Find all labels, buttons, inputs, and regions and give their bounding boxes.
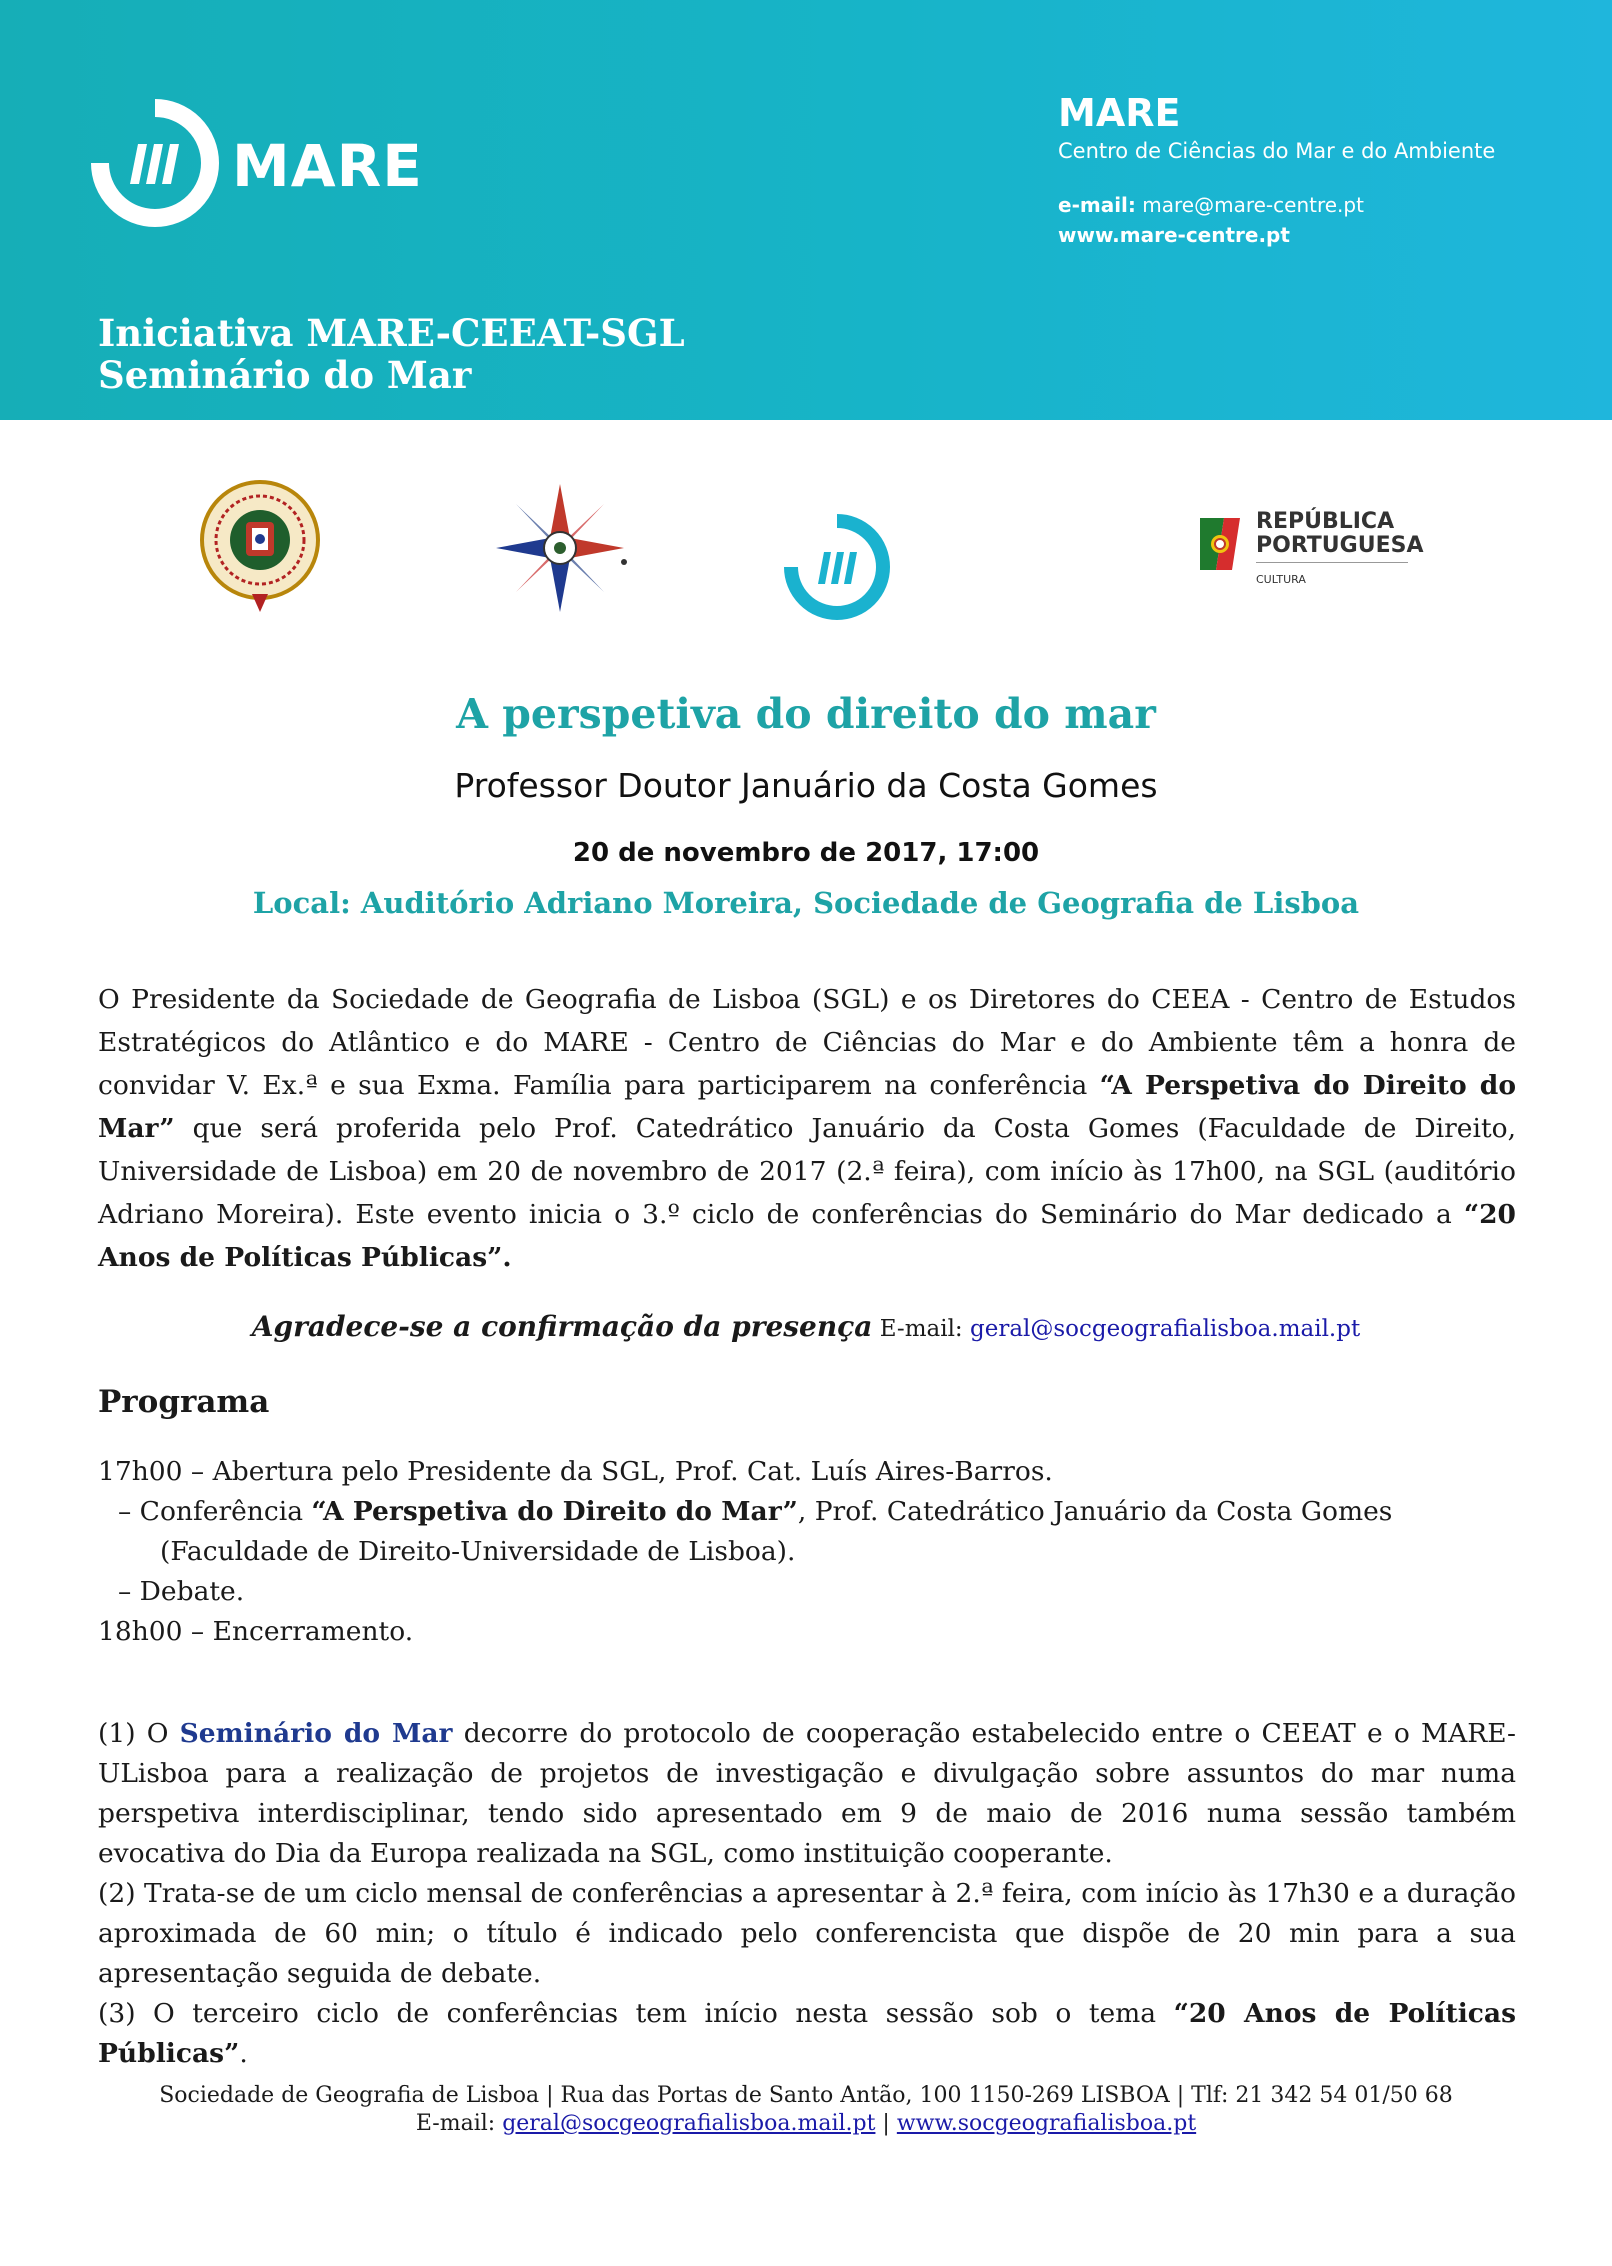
partner-logos [0, 460, 1612, 630]
rsvp-text: Agradece-se a confirmação da presença [251, 1310, 873, 1343]
page-footer [0, 2082, 1612, 2138]
event-location: Local: Auditório Adriano Moreira, Sociedade de Geografia de Lisboa [252, 886, 1360, 920]
note-2: (2) Trata-se de um ciclo mensal de conferências a apresentar à 2.ª feira, com início às 17h30 e a duração aproximada de 60 min; o título é indicado pelo conferencista que dispõe de 20 min para a sua apresentação seguida de debate. [98, 1878, 1516, 1989]
event-date: 20 de novembro de 2017, 17:00 [572, 838, 1040, 868]
initiative-line-1: Iniciativa MARE-CEEAT-SGL [98, 311, 685, 355]
conference-affiliation: (Faculdade de Direito-Universidade de Lisboa). [160, 1536, 796, 1567]
conference-title: “A Perspetiva do Direito do Mar” [311, 1496, 798, 1527]
org-email-line [1058, 190, 1495, 220]
org-subtitle: Centro de Ciências do Mar e do Ambiente [1058, 139, 1496, 163]
footer-email-label: E-mail: [415, 2111, 503, 2136]
footer-website-link[interactable]: www.socgeografialisboa.pt [896, 2111, 1197, 2136]
programa-heading: Programa [98, 1384, 270, 1420]
note-1-highlight: Seminário do Mar [179, 1718, 453, 1749]
header-banner [0, 0, 1612, 420]
org-email[interactable]: mare@mare-centre.pt [1142, 193, 1364, 217]
footer-email-link[interactable]: geral@socgeografialisboa.mail.pt [502, 2111, 876, 2136]
sgl-seal-icon [196, 476, 324, 616]
footnotes [98, 1714, 1516, 2074]
intro-bold-title: “A Perspetiva do Direito do Mar” [98, 1070, 1516, 1144]
rsvp-email-link[interactable]: geral@socgeografialisboa.mail.pt [969, 1316, 1361, 1342]
programa-item-closing: 18h00 – Encerramento. [98, 1616, 414, 1647]
intro-bold-theme: “20 Anos de Políticas Públicas”. [98, 1199, 1516, 1273]
conference-speaker: , Prof. Catedrático Januário da Costa Gomes [797, 1496, 1393, 1527]
event-title: A perspetiva do direito do mar [456, 690, 1156, 738]
note-3-prefix: (3) O terceiro ciclo de conferências tem início nesta sessão sob o tema [98, 1998, 1174, 2029]
mare-logo-small-icon [782, 512, 892, 622]
portugal-flag-icon [1196, 514, 1246, 574]
programa-item-debate: – Debate. [118, 1576, 245, 1607]
org-website[interactable]: www.mare-centre.pt [1058, 223, 1290, 247]
event-speaker: Professor Doutor Januário da Costa Gomes [454, 766, 1158, 805]
initiative-title [98, 312, 685, 396]
mare-logo-icon [90, 98, 220, 228]
footer-separator: | [875, 2111, 897, 2136]
compass-rose-icon [492, 480, 628, 616]
conference-prefix: – Conferência [118, 1496, 312, 1527]
intro-text-1: O Presidente da Sociedade de Geografia de Lisboa (SGL) e os Diretores do CEEA - Centro de Estudos Estratégicos do Atlântico e do MARE - Centro de Ciências do Mar e do Ambiente têm a honra de convidar V. Ex.ª e sua Exma. Família para participarem na conferência [98, 984, 1516, 1101]
rp-subtitle: CULTURA [1256, 573, 1306, 586]
rsvp-line [0, 1310, 1612, 1343]
org-name: MARE [1058, 91, 1181, 135]
footer-address: Sociedade de Geografia de Lisboa | Rua das Portas de Santo Antão, 100 1150-269 LISBOA | Tlf: 21 342 54 01/50 68 [159, 2083, 1453, 2108]
initiative-line-2: Seminário do Mar [98, 353, 472, 397]
intro-text-2: que será proferida pelo Prof. Catedrático Januário da Costa Gomes (Faculdade de Direito, Universidade de Lisboa) em 20 de novembro de 2017 (2.ª feira), com início às 17h00, na SGL (auditório Adriano Moreira). Este evento inicia o 3.º ciclo de conferências do Seminário do Mar dedicado a [98, 1113, 1516, 1230]
rp-line-2: PORTUGUESA [1256, 533, 1424, 558]
note-1-prefix: (1) O [98, 1718, 180, 1749]
rp-line-1: REPÚBLICA [1256, 509, 1395, 534]
org-info [1058, 90, 1495, 250]
logo-wordmark: MARE [232, 132, 423, 200]
intro-paragraph [98, 978, 1516, 1279]
rsvp-email-label: E-mail: [872, 1316, 970, 1342]
note-3-bold: “20 Anos de Políticas Públicas” [98, 1998, 1517, 2069]
programa-item-conference [98, 1492, 1516, 1532]
programa-list [98, 1452, 1516, 1652]
note-1 [98, 1714, 1516, 1874]
rp-text-block [1256, 510, 1456, 586]
footer-contact [0, 2110, 1612, 2138]
note-3 [98, 1994, 1516, 2074]
programa-item-opening: 17h00 – Abertura pelo Presidente da SGL, Prof. Cat. Luís Aires-Barros. [98, 1456, 1053, 1487]
rp-divider [1256, 562, 1408, 563]
email-label: e-mail: [1058, 193, 1136, 217]
note-3-suffix: . [239, 2038, 248, 2069]
note-1-text: decorre do protocolo de cooperação estabelecido entre o CEEAT e o MARE-ULisboa para a realização de projetos de investigação e divulgação sobre assuntos do mar numa perspetiva interdisciplinar, tendo sido apresentado em 9 de maio de 2016 numa sessão também evocativa do Dia da Europa realizada na SGL, como instituição cooperante. [98, 1718, 1516, 1869]
